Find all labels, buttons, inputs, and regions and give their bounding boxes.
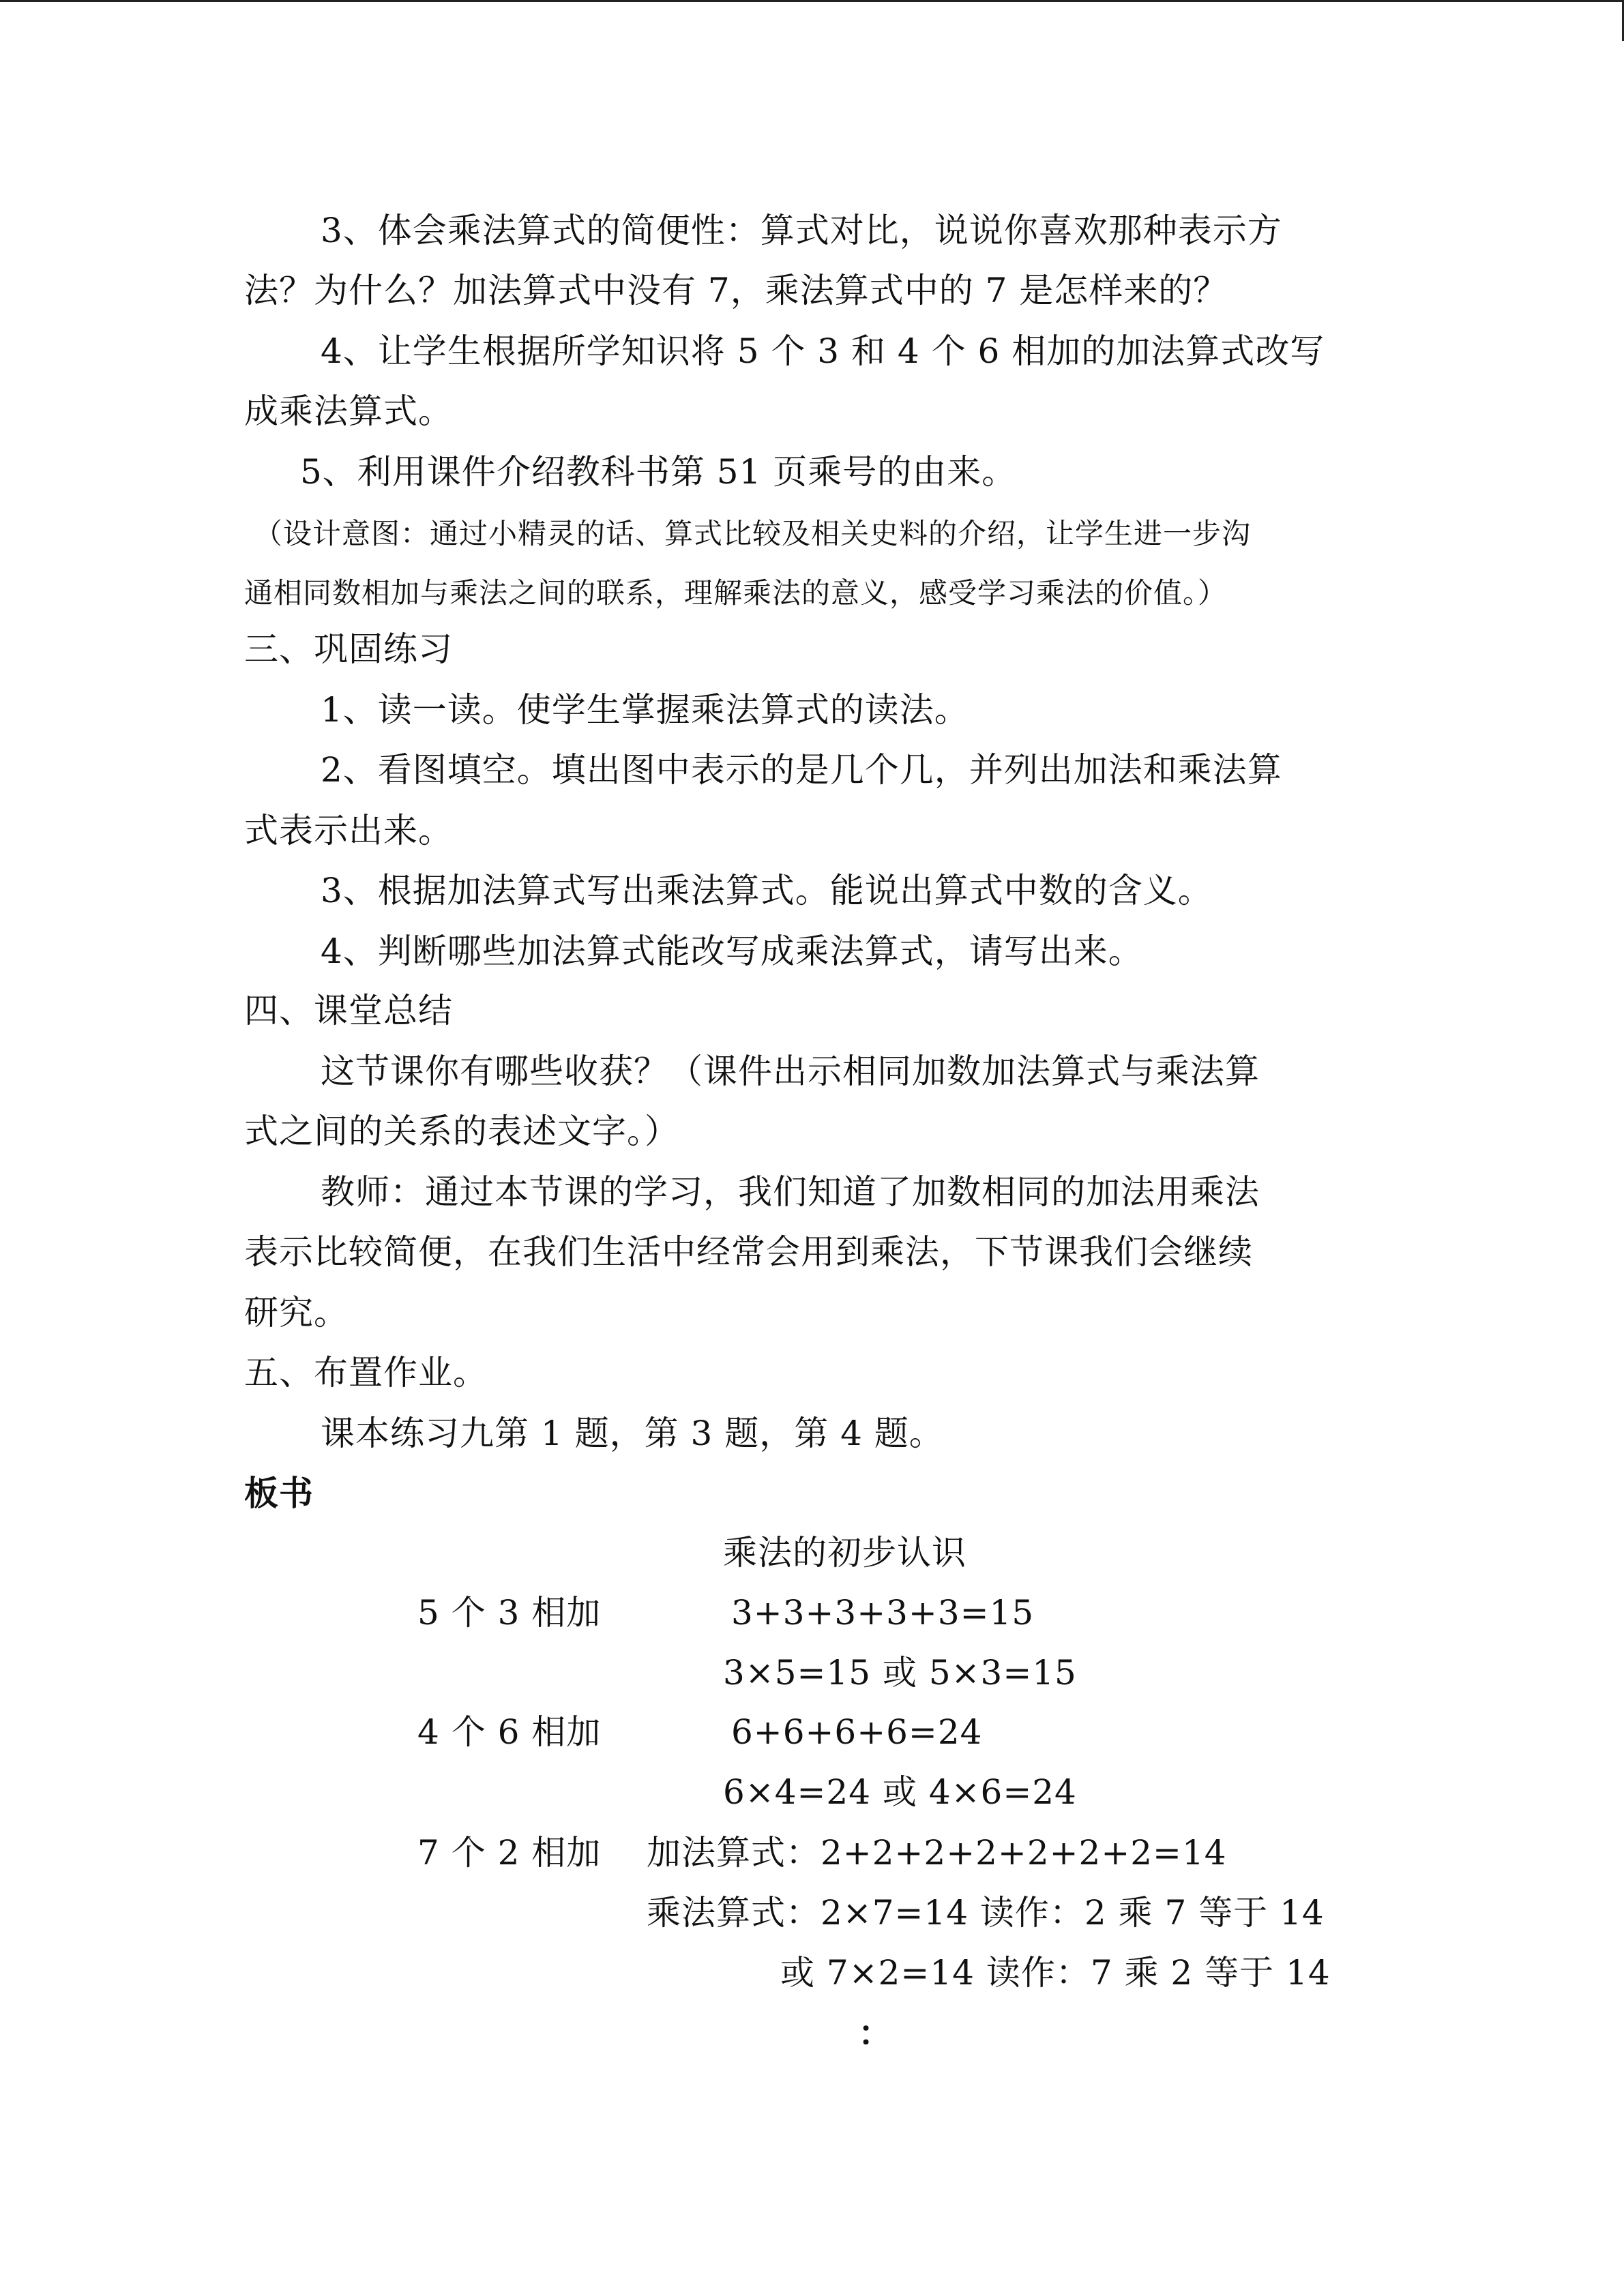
text-line-18: 表示比较简便，在我们生活中经常会用到乘法，下节课我们会继续 — [244, 1232, 1253, 1272]
board-row2-multiplication: 6×4=24 或 4×6=24 — [723, 1772, 1077, 1812]
section-heading-5: 五、布置作业。 — [244, 1353, 488, 1392]
text-line-13: 4、判断哪些加法算式能改写成乘法算式，请写出来。 — [321, 931, 1143, 971]
text-line-19: 研究。 — [244, 1293, 349, 1332]
board-row2-addition: 6+6+6+6=24 — [731, 1712, 983, 1752]
text-line-9: 1、读一读。使学生掌握乘法算式的读法。 — [321, 690, 969, 730]
board-row3-multiplication: 乘法算式：2×7=14 读作：2 乘 7 等于 14 — [647, 1893, 1325, 1933]
board-row1-addition: 3+3+3+3+3=15 — [731, 1593, 1035, 1632]
text-line-5: 5、利用课件介绍教科书第 51 页乘号的由来。 — [300, 452, 1017, 492]
text-line-1: 3、体会乘法算式的简便性：算式对比，说说你喜欢那种表示方 — [321, 211, 1282, 250]
board-row3-label: 7 个 2 相加 — [417, 1833, 602, 1873]
trailing-colon: ： — [858, 2013, 892, 2053]
text-line-11: 式表示出来。 — [244, 811, 453, 850]
text-line-2: 法？为什么？加法算式中没有 7，乘法算式中的 7 是怎样来的？ — [244, 271, 1228, 310]
board-row1-multiplication: 3×5=15 或 5×3=15 — [723, 1653, 1077, 1693]
text-line-12: 3、根据加法算式写出乘法算式。能说出算式中数的含义。 — [321, 871, 1213, 910]
design-intent-line-2: 通相同数相加与乘法之间的联系，理解乘法的意义，感受学习乘法的价值。） — [244, 576, 1228, 610]
section-heading-4: 四、课堂总结 — [244, 991, 453, 1030]
board-title: 乘法的初步认识 — [723, 1533, 966, 1572]
text-line-4: 成乘法算式。 — [244, 391, 453, 431]
page-top-border — [0, 0, 1624, 2]
board-row2-label: 4 个 6 相加 — [417, 1712, 602, 1752]
text-line-16: 式之间的关系的表述文字。） — [244, 1112, 679, 1151]
text-line-15: 这节课你有哪些收获？（课件出示相同加数加法算式与乘法算 — [321, 1052, 1260, 1091]
board-row3-alternative: 或 7×2=14 读作：7 乘 2 等于 14 — [780, 1953, 1331, 1993]
text-line-17: 教师：通过本节课的学习，我们知道了加数相同的加法用乘法 — [321, 1172, 1260, 1212]
text-line-21: 课本练习九第 1 题，第 3 题，第 4 题。 — [321, 1414, 944, 1453]
text-line-10: 2、看图填空。填出图中表示的是几个几，并列出加法和乘法算 — [321, 750, 1282, 790]
design-intent-line-1: （设计意图：通过小精灵的话、算式比较及相关史料的介绍，让学生进一步沟 — [254, 517, 1252, 550]
section-heading-3: 三、巩固练习 — [244, 629, 453, 669]
board-row1-label: 5 个 3 相加 — [417, 1593, 602, 1632]
board-heading: 板书 — [244, 1473, 314, 1513]
text-line-3: 4、让学生根据所学知识将 5 个 3 和 4 个 6 相加的加法算式改写 — [321, 331, 1325, 371]
board-row3-addition: 加法算式：2+2+2+2+2+2+2=14 — [647, 1833, 1227, 1873]
